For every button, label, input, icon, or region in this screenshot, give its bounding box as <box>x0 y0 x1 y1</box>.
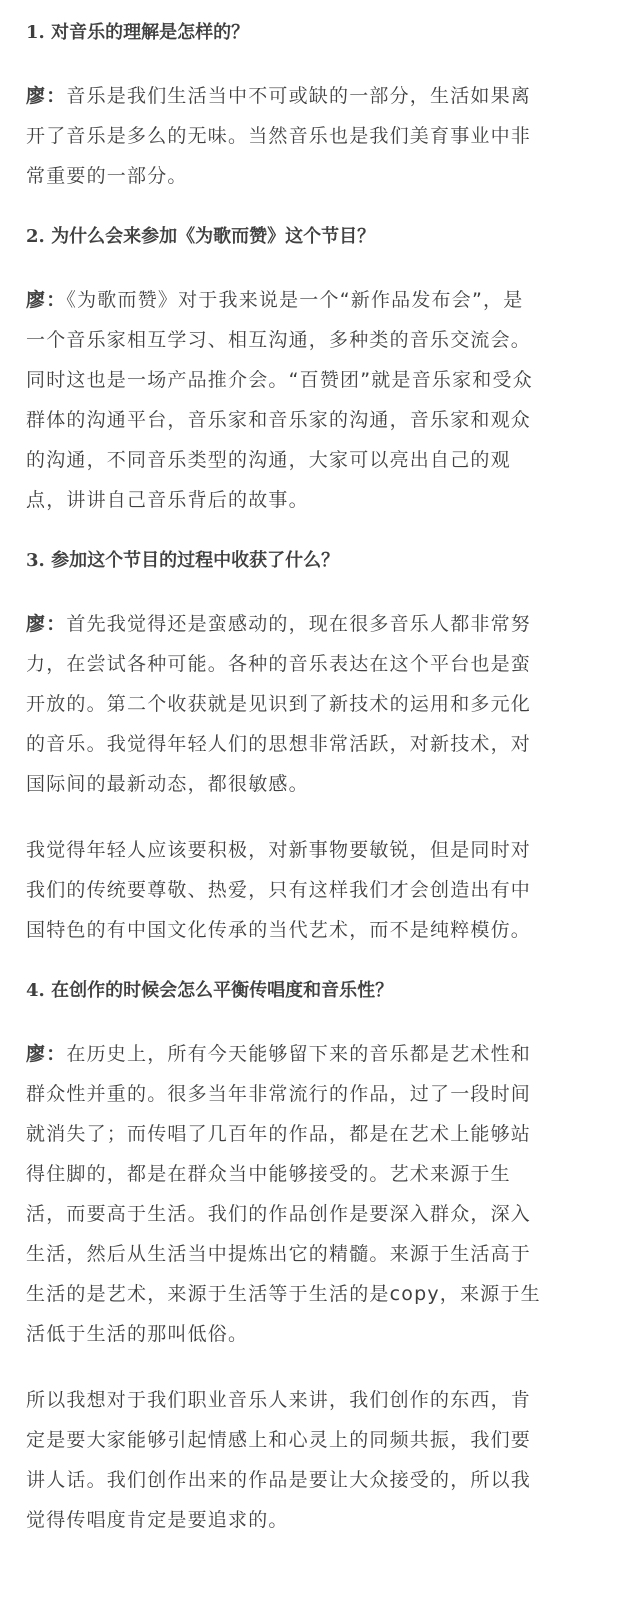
question-heading <box>26 548 614 574</box>
text-line: 定是要大家能够引起情感上和心灵上的同频共振，我们要 <box>26 1429 532 1451</box>
speaker-label: 廖： <box>26 289 67 311</box>
question-heading <box>26 224 614 250</box>
text-line: 觉得传唱度肯定是要追求的。 <box>26 1509 289 1531</box>
text-line: 活低于生活的那叫低俗。 <box>26 1323 249 1345</box>
answer-paragraph <box>26 76 614 196</box>
question-heading <box>26 978 614 1004</box>
text-line: 讲人话。我们创作出来的作品是要让大众接受的，所以我 <box>26 1469 532 1491</box>
question-text: 在创作的时候会怎么平衡传唱度和音乐性？ <box>51 980 394 1001</box>
answer-paragraph <box>26 604 614 804</box>
text-line: 生活，然后从生活当中提炼出它的精髓。来源于生活高于 <box>26 1243 532 1265</box>
question-text: 对音乐的理解是怎样的？ <box>51 22 250 43</box>
text-line: 就消失了；而传唱了几百年的作品，都是在艺术上能够站 <box>26 1123 532 1145</box>
answer-paragraph <box>26 280 614 520</box>
text-line: 的沟通，不同音乐类型的沟通，大家可以亮出自己的观 <box>26 449 511 471</box>
speaker-label: 廖： <box>26 85 67 107</box>
text-line: 一个音乐家相互学习、相互沟通，多种类的音乐交流会。 <box>26 329 532 351</box>
text-line: 所以我想对于我们职业音乐人来讲，我们创作的东西，肯 <box>26 1389 532 1411</box>
text-line: 同时这也是一场产品推介会。“百赞团”就是音乐家和受众 <box>26 369 533 391</box>
text-line: 力，在尝试各种可能。各种的音乐表达在这个平台也是蛮 <box>26 653 532 675</box>
text-line: 群体的沟通平台，音乐家和音乐家的沟通，音乐家和观众 <box>26 409 532 431</box>
text-line: 活，而要高于生活。我们的作品创作是要深入群众，深入 <box>26 1203 532 1225</box>
text-line: 我们的传统要尊敬、热爱，只有这样我们才会创造出有中 <box>26 879 532 901</box>
answer-paragraph <box>26 1034 614 1354</box>
text-line: 群众性并重的。很多当年非常流行的作品，过了一段时间 <box>26 1083 532 1105</box>
text-line: 得住脚的，都是在群众当中能够接受的。艺术来源于生 <box>26 1163 511 1185</box>
question-number: 4. <box>26 980 45 1001</box>
text-line: 我觉得年轻人应该要积极，对新事物要敏锐，但是同时对 <box>26 839 532 861</box>
text-line: 常重要的一部分。 <box>26 165 188 187</box>
text-line: 国特色的有中国文化传承的当代艺术，而不是纯粹模仿。 <box>26 919 532 941</box>
text-line: 的音乐。我觉得年轻人们的思想非常活跃，对新技术，对 <box>26 733 532 755</box>
question-number: 3. <box>26 550 45 571</box>
text-line: 在历史上，所有今天能够留下来的音乐都是艺术性和 <box>66 1043 532 1065</box>
text-line: 音乐是我们生活当中不可或缺的一部分，生活如果离 <box>66 85 532 107</box>
text-line: 点，讲讲自己音乐背后的故事。 <box>26 489 309 511</box>
text-line: 首先我觉得还是蛮感动的，现在很多音乐人都非常努 <box>66 613 532 635</box>
answer-paragraph <box>26 830 614 950</box>
speaker-label: 廖： <box>26 1043 67 1065</box>
text-line: 国际间的最新动态，都很敏感。 <box>26 773 309 795</box>
question-number: 1. <box>26 22 45 43</box>
speaker-label: 廖： <box>26 613 67 635</box>
text-line: 开放的。第二个收获就是见识到了新技术的运用和多元化 <box>26 693 532 715</box>
question-text: 参加这个节目的过程中收获了什么？ <box>51 550 340 571</box>
question-text: 为什么会来参加《为歌而赞》这个节目？ <box>51 226 376 247</box>
text-line: 生活的是艺术，来源于生活等于生活的是copy，来源于生 <box>26 1283 541 1305</box>
question-heading <box>26 20 614 46</box>
text-line: 《为歌而赞》对于我来说是一个“新作品发布会”，是 <box>66 289 524 311</box>
text-line: 开了音乐是多么的无味。当然音乐也是我们美育事业中非 <box>26 125 532 147</box>
answer-paragraph <box>26 1380 614 1540</box>
question-number: 2. <box>26 226 45 247</box>
